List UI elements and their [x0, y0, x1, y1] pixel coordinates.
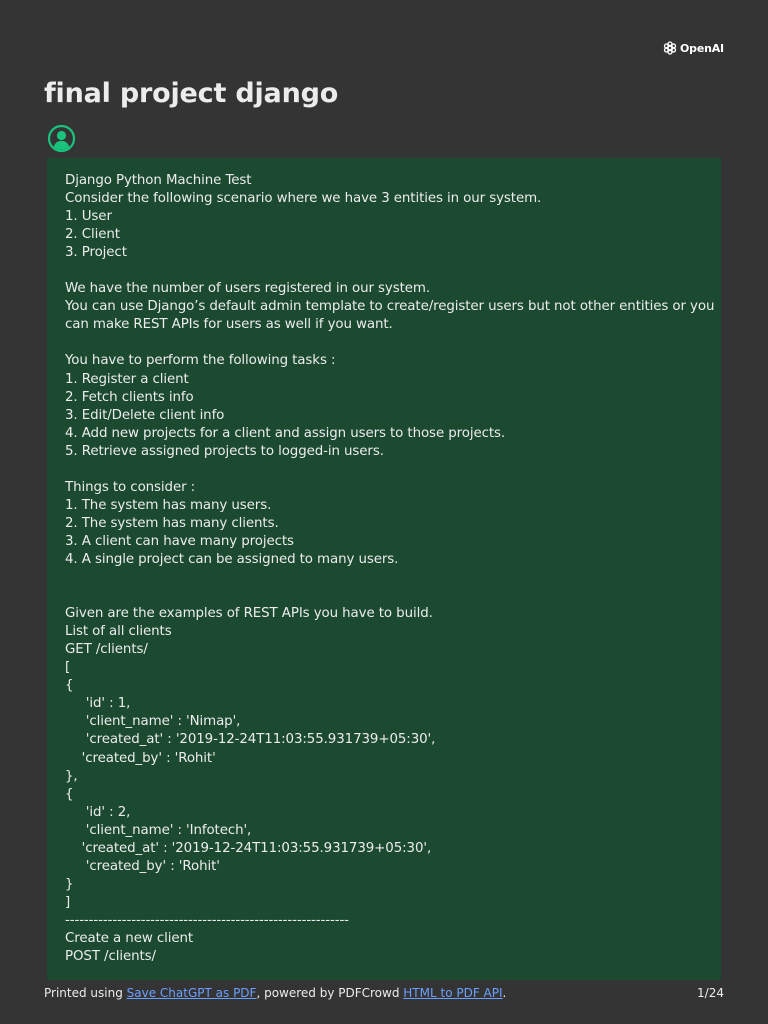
message-line: 'client_name' : 'Infotech',	[65, 822, 252, 838]
message-line	[65, 262, 703, 280]
message-line: Consider the following scenario where we have 3 entities in our system.	[65, 191, 542, 207]
message-line: Things to consider :	[65, 479, 196, 495]
message-line: We have the number of users registered in our system.	[65, 281, 431, 297]
page-title: final project django	[44, 78, 339, 109]
message-line	[65, 334, 703, 352]
message-line: Django Python Machine Test	[65, 173, 252, 188]
message-line: 3. Edit/Delete client info	[65, 407, 225, 423]
message-line: ------------------------------------------------------------	[65, 912, 349, 928]
message-line: 4. A single project can be assigned to many users.	[65, 551, 399, 567]
message-line: {	[65, 786, 74, 802]
message-line: 'created_by' : 'Rohit'	[65, 858, 220, 874]
message-line: 5. Retrieve assigned projects to logged-in users.	[65, 443, 384, 459]
message-line: Create a new client	[65, 930, 194, 946]
message-line: Given are the examples of REST APIs you have to build.	[65, 606, 433, 622]
footer-middle: , powered by PDFCrowd	[256, 986, 404, 1000]
footer-credit	[44, 985, 506, 1001]
save-chatgpt-pdf-link[interactable]: Save ChatGPT as PDF	[126, 986, 257, 1000]
message-line: 1. The system has many users.	[65, 497, 272, 513]
message-line: 3. A client can have many projects	[65, 533, 294, 549]
message-line: [	[65, 660, 71, 676]
message-line: can make REST APIs for users as well if you want.	[65, 317, 393, 333]
openai-logo-icon	[662, 40, 678, 56]
message-line: 'created_by' : 'Rohit'	[65, 750, 216, 766]
message-line: GET /clients/	[65, 642, 148, 658]
message-line: 'created_at' : '2019-12-24T11:03:55.931739+05:30',	[65, 840, 432, 856]
footer	[44, 985, 724, 1001]
message-line: }	[65, 876, 74, 892]
brand-name: OpenAI	[680, 41, 724, 55]
user-avatar-icon	[47, 124, 76, 153]
brand-logo	[662, 40, 724, 56]
footer-suffix: .	[502, 986, 507, 1000]
message-line	[65, 461, 703, 479]
message-line: List of all clients	[65, 624, 172, 640]
message-line: POST /clients/	[65, 949, 156, 965]
message-line: 'created_at' : '2019-12-24T11:03:55.931739+05:30',	[65, 732, 436, 748]
message-line: 3. Project	[65, 245, 127, 261]
message-line: {	[65, 678, 74, 694]
message-line: },	[65, 768, 78, 784]
message-line: 4. Add new projects for a client and assign users to those projects.	[65, 425, 506, 441]
message-line: 'id' : 1,	[65, 696, 131, 712]
message-line: 1. Register a client	[65, 371, 189, 387]
message-line: 'client_name' : 'Nimap',	[65, 714, 241, 730]
message-line: 'id' : 2,	[65, 804, 131, 820]
message-line	[65, 569, 703, 587]
page-number: 1/24	[697, 986, 724, 1000]
html-to-pdf-api-link[interactable]: HTML to PDF API	[403, 986, 503, 1000]
message-line: You can use Django’s default admin template to create/register users but not other entities or you	[65, 299, 715, 315]
message-line: ]	[65, 894, 71, 910]
message-line: You have to perform the following tasks :	[65, 353, 336, 369]
message-line: 2. The system has many clients.	[65, 515, 279, 531]
message-line: 2. Fetch clients info	[65, 389, 194, 405]
message-line	[65, 587, 703, 605]
footer-prefix: Printed using	[44, 986, 127, 1000]
message-line: 2. Client	[65, 227, 120, 243]
message-line: 1. User	[65, 209, 112, 225]
user-message	[47, 158, 721, 980]
